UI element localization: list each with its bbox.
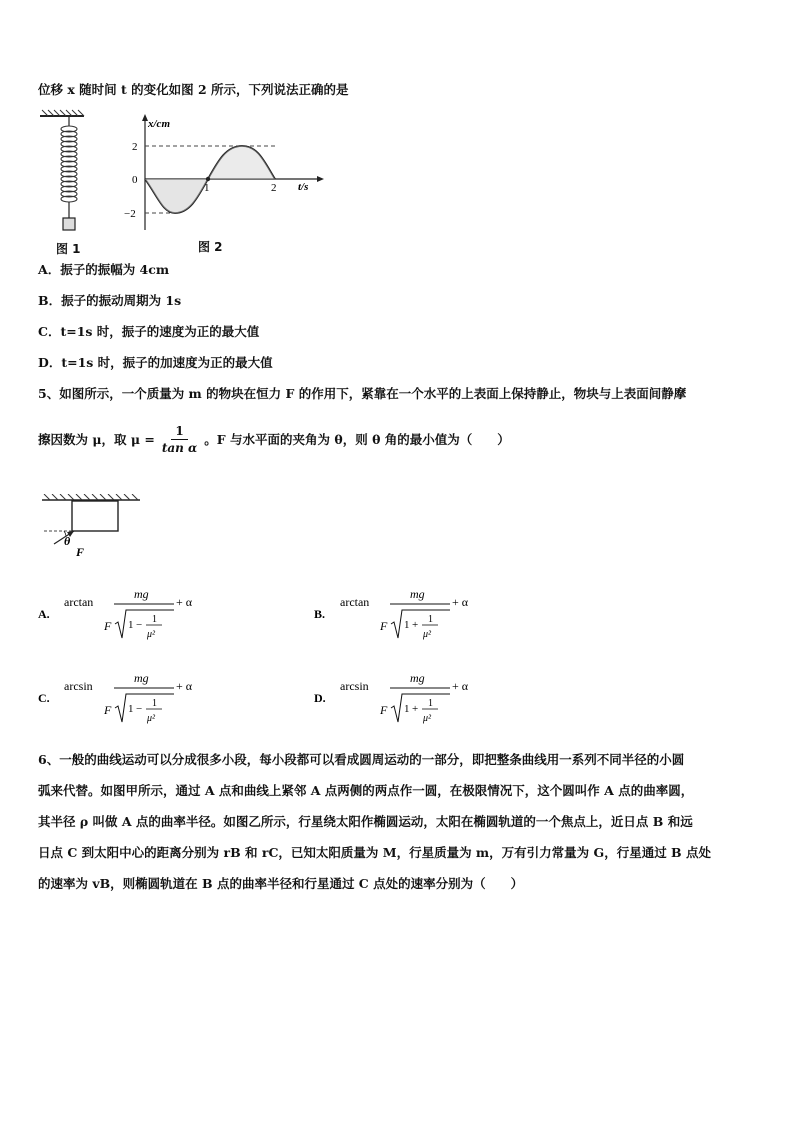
svg-text:1: 1 <box>152 698 157 709</box>
q5-option-c-formula <box>38 668 218 728</box>
svg-text:F: F <box>104 619 112 633</box>
graph-y-tick-0: 0 <box>132 174 138 186</box>
svg-text:−: − <box>136 703 143 715</box>
figure-1-label: 图 1 <box>56 242 81 256</box>
q5-line-1: 5、如图所示，一个质量为 m 的物块在恒力 F 的作用下，紧靠在一个水平的上表面上保持静止，物块与上表面间静摩 <box>38 386 687 401</box>
svg-text:mg: mg <box>410 587 425 601</box>
graph-x-tick-1: 1 <box>204 182 210 194</box>
q5-line-2 <box>38 424 510 455</box>
svg-text:μ²: μ² <box>147 629 156 640</box>
q4-option-d: D．t=1s 时，振子的加速度为正的最大值 <box>38 355 273 370</box>
q4-option-a: A．振子的振幅为 4cm <box>38 262 170 277</box>
graph-x-tick-2: 2 <box>271 182 277 194</box>
svg-text:F: F <box>104 703 112 717</box>
svg-text:1: 1 <box>404 619 410 631</box>
q5-force-label: F <box>76 545 85 559</box>
svg-text:+ α: + α <box>176 679 193 693</box>
q5-block-figure <box>40 494 150 560</box>
figure-2-xt-graph <box>118 112 328 237</box>
svg-text:1: 1 <box>404 703 410 715</box>
q4-option-b: B．振子的振动周期为 1s <box>38 293 182 308</box>
q6-line-1: 6、一般的曲线运动可以分成很多小段，每小段都可以看成圆周运动的一部分，即把整条曲线用一系列不同半径的小圆 <box>38 752 685 767</box>
svg-text:F: F <box>380 703 388 717</box>
svg-text:−: − <box>136 619 143 631</box>
q5-option-d-formula <box>314 668 494 728</box>
q5-option-a <box>38 584 218 648</box>
graph-x-axis-label: t/s <box>298 181 309 193</box>
graph-y-tick-neg2: −2 <box>124 208 136 220</box>
svg-text:μ²: μ² <box>423 713 432 724</box>
svg-text:F: F <box>380 619 388 633</box>
svg-text:+: + <box>412 619 419 631</box>
svg-text:A.: A. <box>38 607 50 621</box>
svg-text:1: 1 <box>128 703 134 715</box>
graph-y-tick-2: 2 <box>132 141 138 153</box>
q6-line-5: 的速率为 vB，则椭圆轨道在 B 点的曲率半径和行星通过 C 点处的速率分别为（ ） <box>38 876 524 891</box>
q5-option-c <box>38 668 218 732</box>
svg-text:1: 1 <box>128 619 134 631</box>
q5-option-b-formula <box>314 584 494 644</box>
q4-stem: 位移 x 随时间 t 的变化如图 2 所示，下列说法正确的是 <box>38 82 349 97</box>
svg-text:arcsin: arcsin <box>64 679 93 693</box>
svg-text:+: + <box>412 703 419 715</box>
svg-text:D.: D. <box>314 691 326 705</box>
figure-1-spring <box>38 108 86 238</box>
q6-line-2: 弧来代替。如图甲所示，通过 A 点和曲线上紧邻 A 点两侧的两点作一圆，在极限情况下，这个圆叫作 A 点的曲率圆， <box>38 783 694 798</box>
q5-mu-fraction-den: tan α <box>161 441 198 455</box>
svg-text:mg: mg <box>410 671 425 685</box>
q5-mu-fraction <box>158 424 201 455</box>
svg-text:+ α: + α <box>452 595 469 609</box>
q5-option-a-formula <box>38 584 218 644</box>
graph-y-axis-label: x/cm <box>148 118 170 130</box>
q5-option-b <box>314 584 494 648</box>
q5-mu-fraction-num: 1 <box>171 424 187 440</box>
q4-option-c: C．t=1s 时，振子的速度为正的最大值 <box>38 324 260 339</box>
q5-line-2-end: 。F 与水平面的夹角为 θ，则 θ 角的最小值为（ ） <box>204 431 510 447</box>
svg-text:C.: C. <box>38 691 50 705</box>
svg-text:+ α: + α <box>452 679 469 693</box>
svg-text:μ²: μ² <box>423 629 432 640</box>
svg-text:+ α: + α <box>176 595 193 609</box>
q5-line-2-start: 擦因数为 μ，取 μ = <box>38 431 155 447</box>
svg-text:1: 1 <box>428 698 433 709</box>
svg-text:arcsin: arcsin <box>340 679 369 693</box>
svg-text:mg: mg <box>134 587 149 601</box>
svg-text:arctan: arctan <box>340 595 370 609</box>
q5-option-d <box>314 668 494 732</box>
q6-line-3: 其半径 ρ 叫做 A 点的曲率半径。如图乙所示，行星绕太阳作椭圆运动，太阳在椭圆轨道的一个焦点上，近日点 B 和远 <box>38 814 693 829</box>
q5-theta-label: θ <box>64 534 71 548</box>
svg-text:1: 1 <box>428 614 433 625</box>
svg-text:arctan: arctan <box>64 595 94 609</box>
svg-text:μ²: μ² <box>147 713 156 724</box>
svg-text:1: 1 <box>152 614 157 625</box>
svg-text:mg: mg <box>134 671 149 685</box>
q6-line-4: 日点 C 到太阳中心的距离分别为 rB 和 rC，已知太阳质量为 M，行星质量为 m，万有引力常量为 G，行星通过 B 点处 <box>38 845 711 860</box>
svg-text:B.: B. <box>314 607 326 621</box>
figure-2-label: 图 2 <box>198 240 223 254</box>
